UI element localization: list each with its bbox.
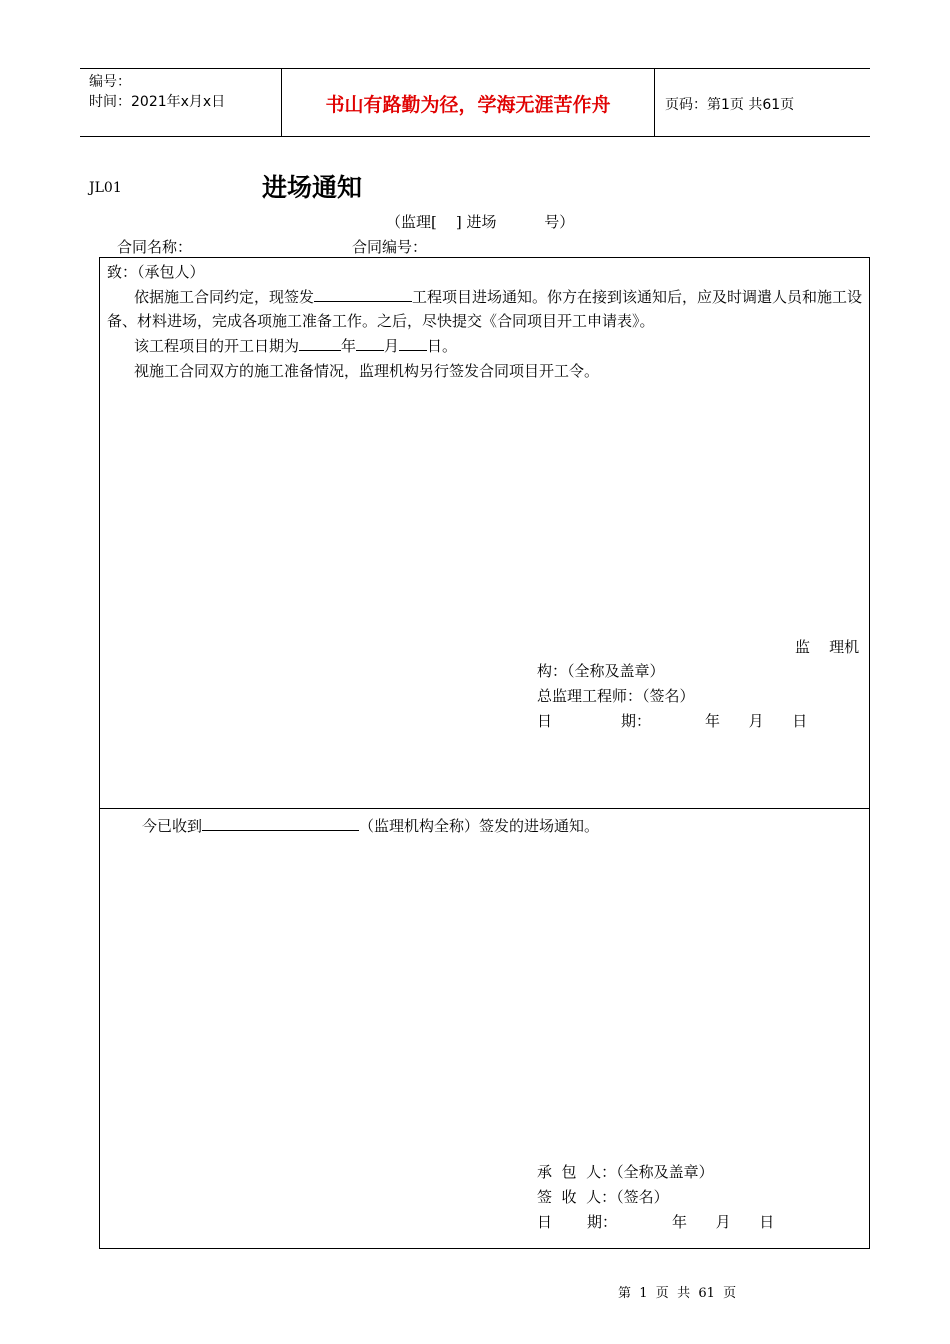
addressee-line: 致：（承包人） xyxy=(107,263,205,281)
page-title: 进场通知 xyxy=(262,173,363,202)
time-label: 时间：2021年x月x日 xyxy=(89,94,226,110)
form-code: JL01 xyxy=(89,180,122,196)
serial-label: 编号： xyxy=(89,74,131,90)
notice-paragraph-1 xyxy=(107,285,863,333)
start-month-blank xyxy=(356,335,384,351)
contract-number-label: 合同编号： xyxy=(352,238,428,256)
contract-name-label: 合同名称： xyxy=(117,238,193,256)
contractor-signature: 承 包 人：（全称及盖章） xyxy=(537,1163,714,1181)
header-bottom-border xyxy=(80,136,870,137)
document-number: （监理[ ] 进场 号） xyxy=(386,213,575,231)
form-box xyxy=(99,257,870,1249)
notice-paragraph-3: 视施工合同双方的施工准备情况，监理机构另行签发合同项目开工令。 xyxy=(134,362,600,380)
supervisor-org-blank xyxy=(202,815,359,831)
day-label: 日。 xyxy=(427,337,458,355)
month-label: 月 xyxy=(384,337,400,355)
notice-text-b: 工程项目进场通知。你方在接到该通知后，应及时调遣人员和施工设备、材料进场，完成各项施工准备工作。之后，尽快提交《合同项目开工申请表》。 xyxy=(107,288,863,330)
receipt-text-a: 今已收到 xyxy=(142,817,203,835)
supervisor-date-label: 日 xyxy=(537,712,553,730)
header-top-border xyxy=(80,68,870,69)
year-label: 年 xyxy=(341,337,357,355)
supervisor-date-qi: 期： xyxy=(621,712,652,730)
receipt-paragraph xyxy=(142,814,862,838)
receipt-date-qi: 期： xyxy=(587,1213,618,1231)
receipt-date-label: 日 xyxy=(537,1213,553,1231)
supervisor-date-ymd: 年 月 日 xyxy=(705,712,808,730)
chief-engineer-signature: 总监理工程师：（签名） xyxy=(537,687,695,705)
page-footer: 第 1 页 共 61 页 xyxy=(618,1286,737,1301)
start-date-text: 该工程项目的开工日期为 xyxy=(134,337,300,355)
notice-text-a: 依据施工合同约定，现签发 xyxy=(134,288,315,306)
receipt-date-ymd: 年 月 日 xyxy=(672,1213,775,1231)
receipt-text-b: （监理机构全称）签发的进场通知。 xyxy=(359,817,600,835)
notice-paragraph-2 xyxy=(107,334,863,358)
supervisor-org-line1: 监 理机 xyxy=(795,638,860,656)
receiver-signature: 签 收 人：（签名） xyxy=(537,1188,669,1206)
project-name-blank xyxy=(314,286,412,302)
start-day-blank xyxy=(399,335,427,351)
header-divider-right xyxy=(654,68,655,136)
header-motto: 书山有路勤为径，学海无涯苦作舟 xyxy=(325,94,611,116)
form-section-divider xyxy=(99,808,870,809)
supervisor-org-line2: 构：（全称及盖章） xyxy=(537,662,665,680)
start-year-blank xyxy=(299,335,341,351)
page-indicator: 页码：第1页 共61页 xyxy=(665,97,795,113)
